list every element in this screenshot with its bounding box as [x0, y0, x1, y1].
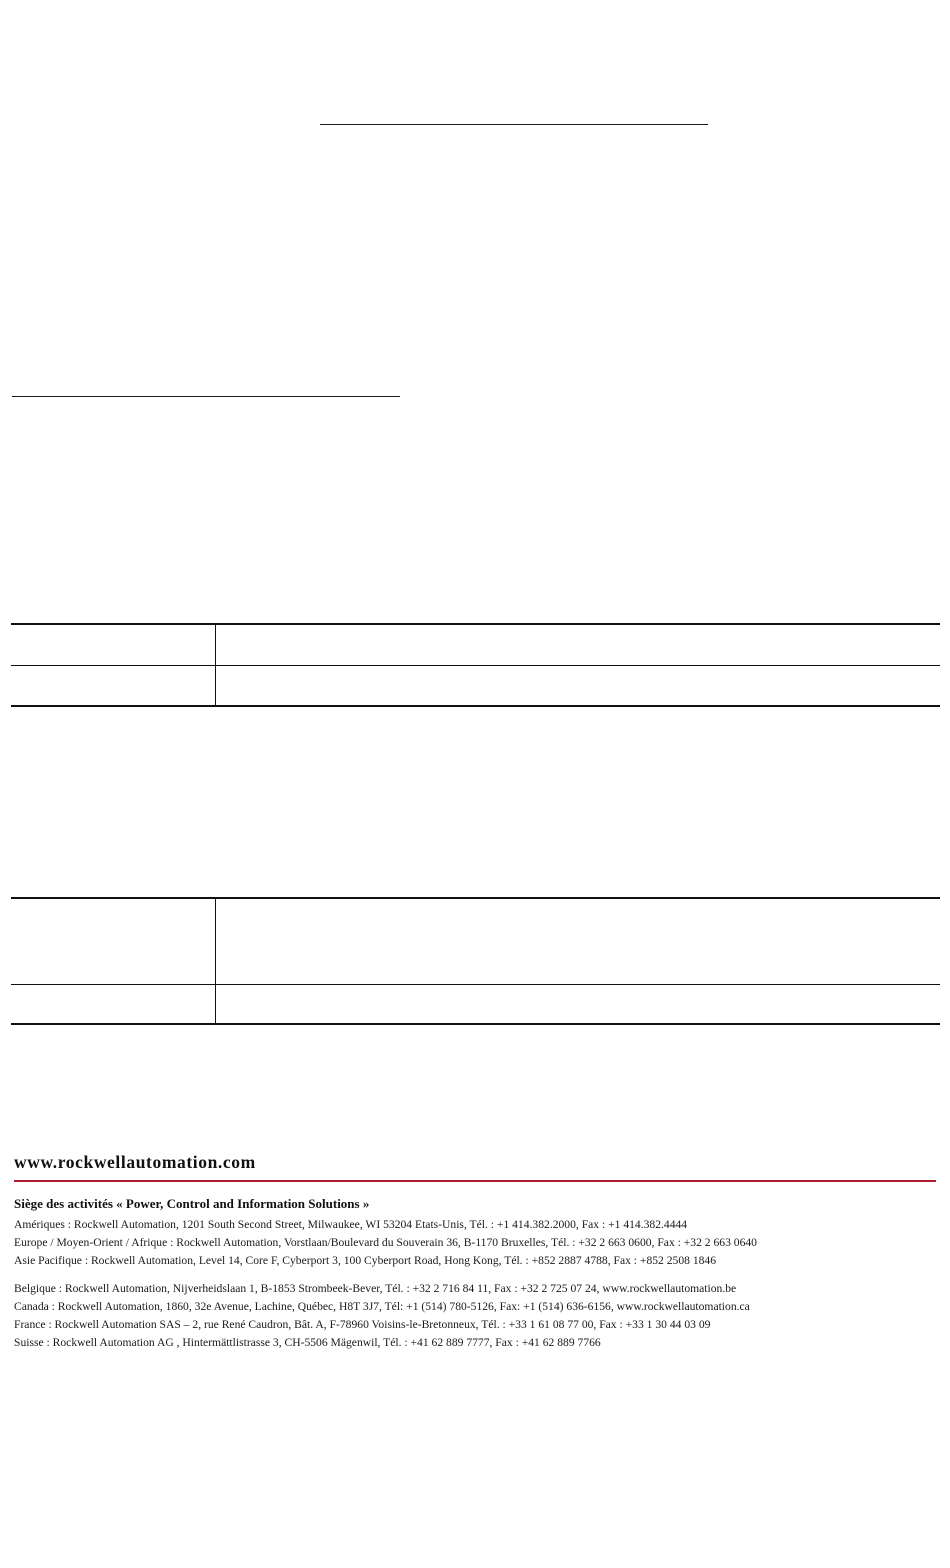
country-offices [14, 1280, 936, 1352]
table-cell [216, 666, 940, 705]
table-row [11, 665, 940, 705]
form-table-2 [11, 897, 940, 1025]
page-footer [14, 1150, 936, 1352]
office-switzerland: Suisse : Rockwell Automation AG , Hintermättlistrasse 3, CH-5506 Mägenwil, Tél. : +41 62 889 7777, Fax : +41 62 889 7766 [14, 1336, 601, 1349]
website-link[interactable]: www.rockwellautomation.com [14, 1152, 256, 1172]
table-cell [11, 625, 216, 665]
table-cell [216, 899, 940, 984]
table-cell [11, 666, 216, 705]
table-cell [11, 899, 216, 984]
table-row [11, 984, 940, 1023]
table-row [11, 625, 940, 665]
date-line [12, 396, 400, 397]
office-americas: Amériques : Rockwell Automation, 1201 South Second Street, Milwaukee, WI 53204 Etats-Unis, Tél. : +1 414.382.2000, Fax : +1 414.382.4444 [14, 1218, 688, 1231]
table-cell [216, 985, 940, 1023]
office-france: France : Rockwell Automation SAS – 2, rue René Caudron, Bât. A, F-78960 Voisins-le-Bretonneux, Tél. : +33 1 61 08 77 00, Fax : +33 1 30 44 03 09 [14, 1318, 711, 1331]
table-cell [11, 985, 216, 1023]
table-row [11, 899, 940, 984]
footer-divider [14, 1180, 936, 1182]
signature-line [320, 124, 708, 125]
form-table-1 [11, 623, 940, 707]
office-canada: Canada : Rockwell Automation, 1860, 32e Avenue, Lachine, Québec, H8T 3J7, Tél: +1 (514) 780-5126, Fax: +1 (514) 636-6156, www.rockwellautomation.ca [14, 1300, 750, 1313]
office-asia-pacific: Asie Pacifique : Rockwell Automation, Level 14, Core F, Cyberport 3, 100 Cyberport Road, Hong Kong, Tél. : +852 2887 4788, Fax : +852 2508 1846 [14, 1254, 717, 1267]
regional-offices [14, 1216, 936, 1270]
table-cell [216, 625, 940, 665]
headquarters-title: Siège des activités « Power, Control and Information Solutions » [14, 1196, 370, 1211]
office-emea: Europe / Moyen-Orient / Afrique : Rockwell Automation, Vorstlaan/Boulevard du Souverain 36, B-1170 Bruxelles, Tél. : +32 2 663 0600, Fax : +32 2 663 0640 [14, 1236, 757, 1249]
office-belgium: Belgique : Rockwell Automation, Nijverheidslaan 1, B-1853 Strombeek-Bever, Tél. : +32 2 716 84 11, Fax : +32 2 725 07 24, www.rockwellautomation.be [14, 1282, 737, 1295]
